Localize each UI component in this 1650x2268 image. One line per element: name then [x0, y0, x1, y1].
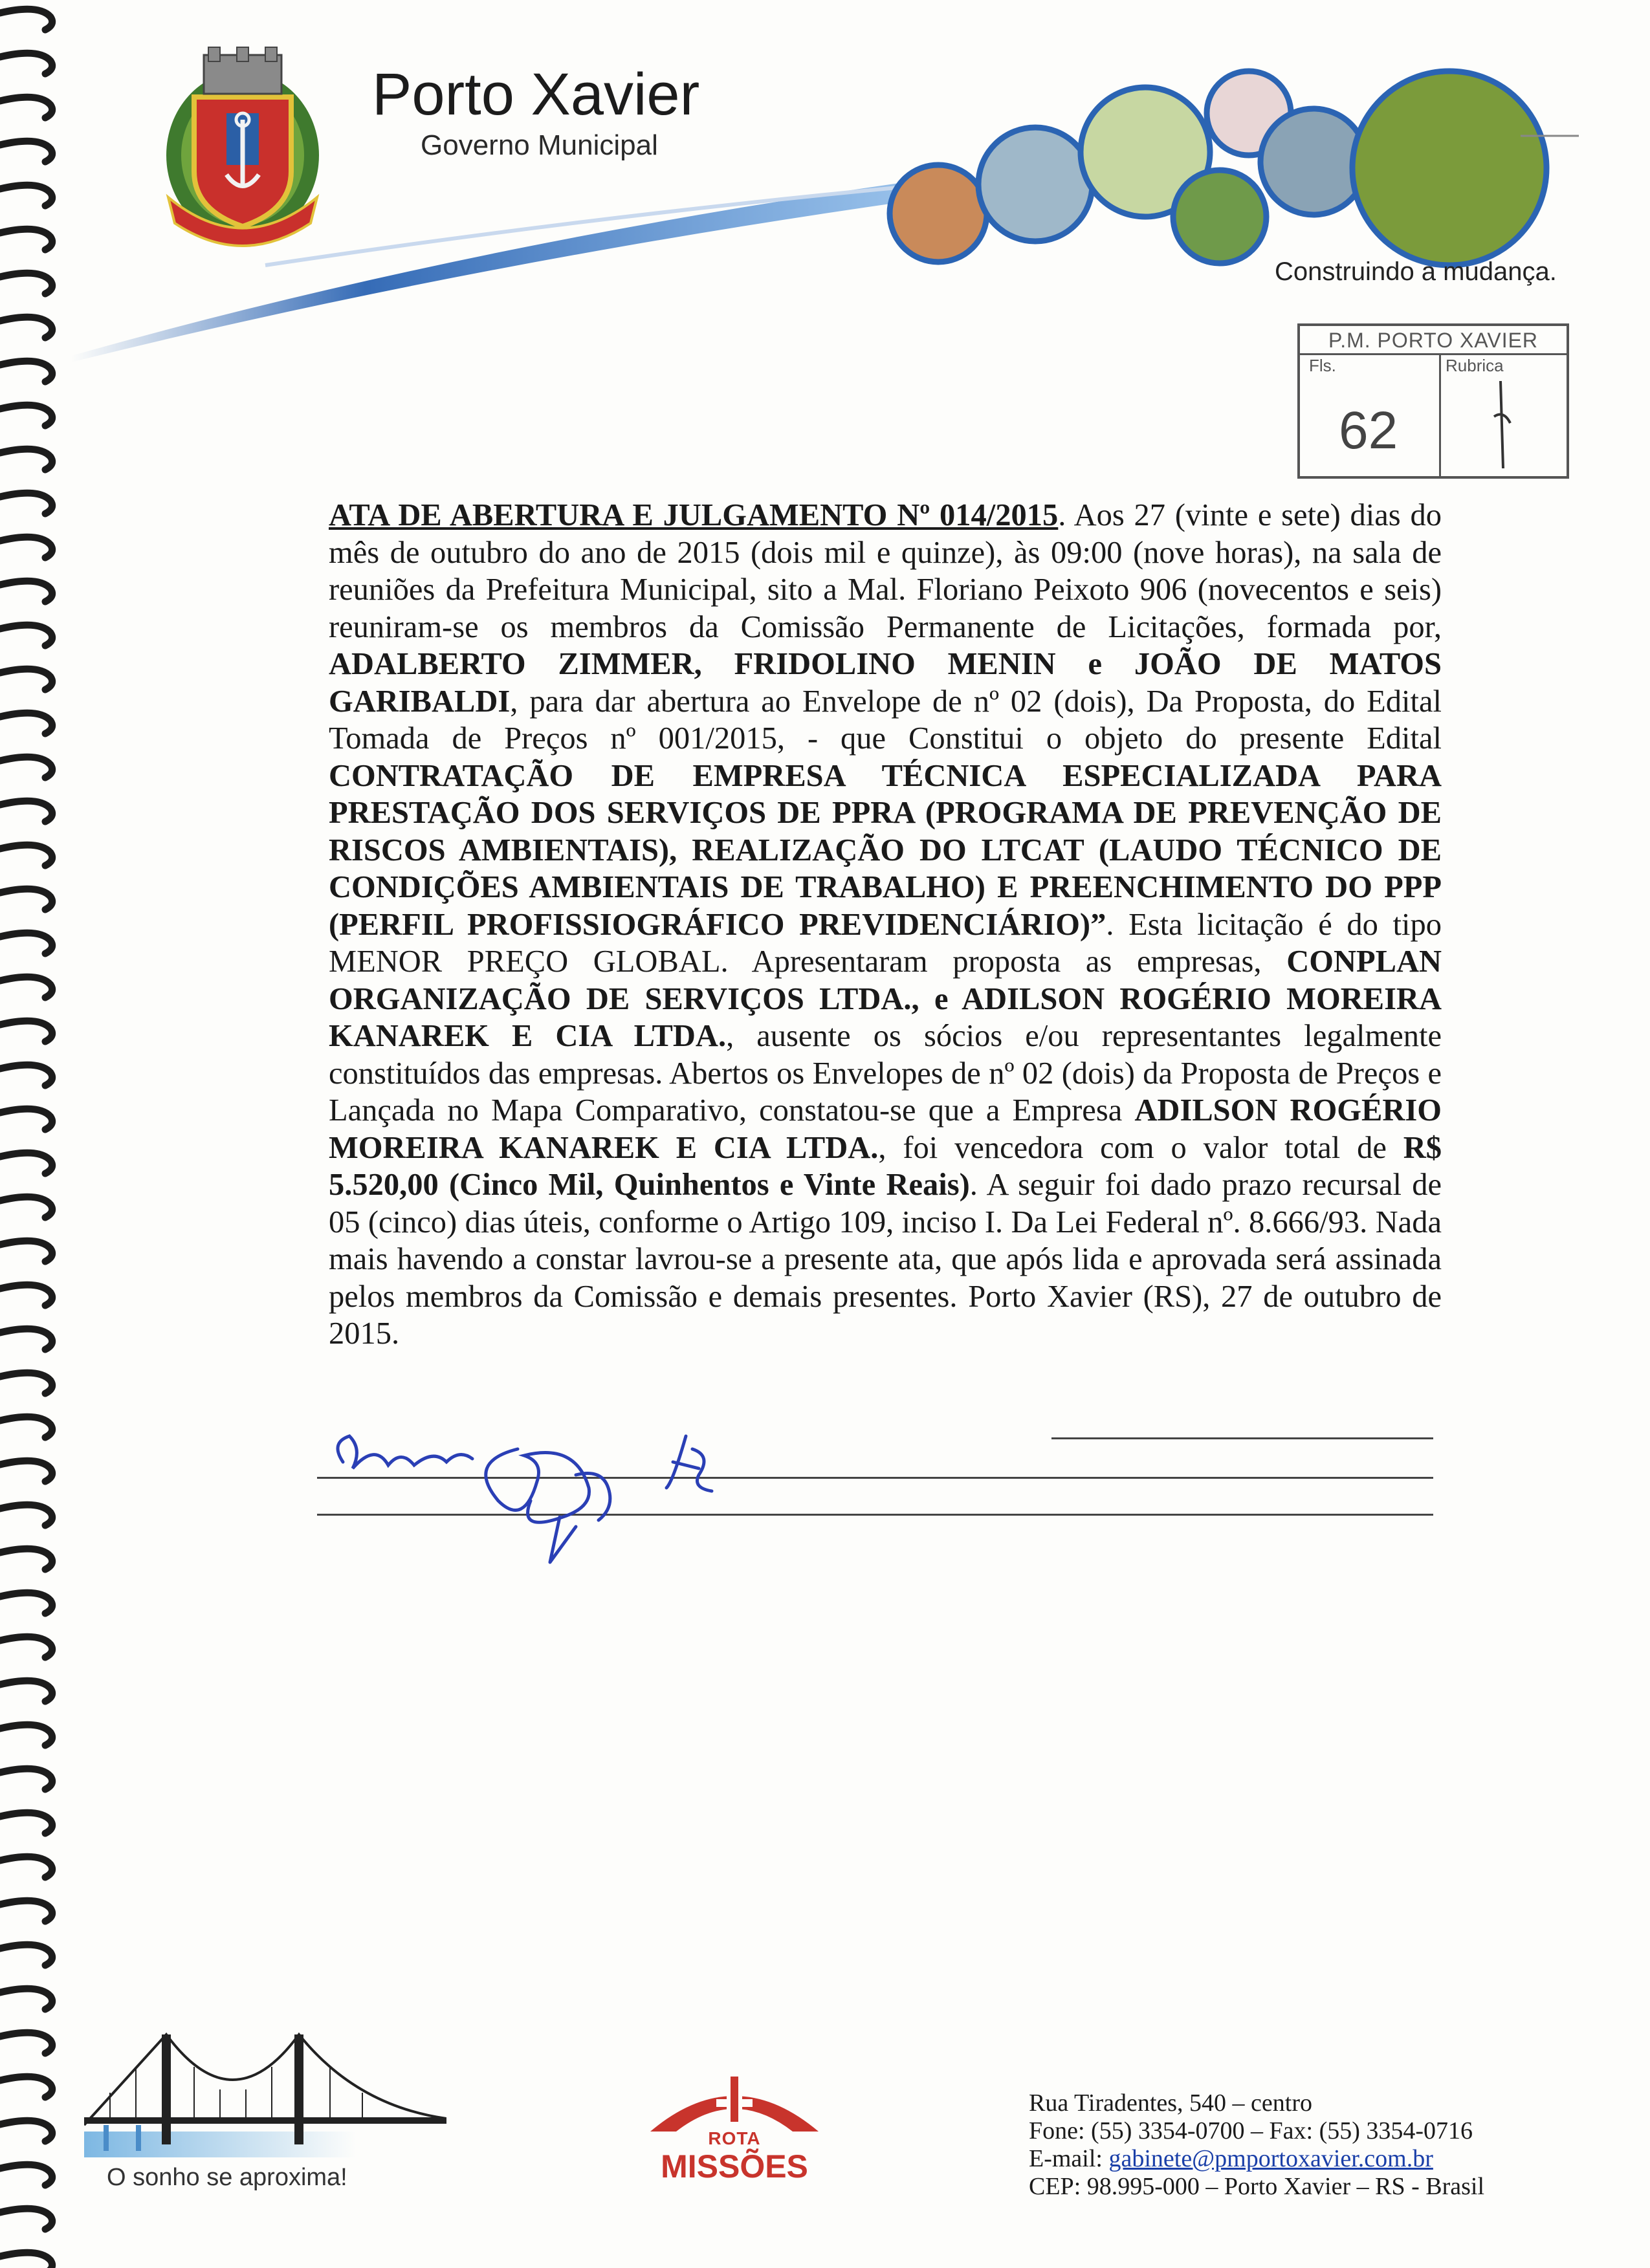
spiral-coil	[0, 1769, 52, 1789]
spiral-coil	[0, 581, 52, 602]
spiral-coil	[0, 229, 52, 250]
winning-company: ADILSON ROGÉRIO MOREIRA KANAREK E CIA LTDA.	[329, 1093, 1442, 1165]
body-text-part: . Esta licitação é do tipo MENOR PREÇO GLOBAL. Apresentaram proposta as empresas,	[329, 907, 1442, 979]
spiral-coil	[0, 713, 52, 734]
spiral-coil	[0, 1989, 52, 2009]
stamp-header: P.M. PORTO XAVIER	[1300, 326, 1567, 355]
spiral-coil	[0, 1021, 52, 1041]
body-text-part: , foi vencedora com o valor total de	[878, 1130, 1403, 1165]
bidding-companies: CONPLAN ORGANIZAÇÃO DE SERVIÇOS LTDA., e ADILSON ROGÉRIO MOREIRA KANAREK E CIA LTDA.	[329, 944, 1442, 1053]
spiral-coil	[0, 977, 52, 998]
spiral-coil	[0, 1373, 52, 1393]
rota-label: ROTA	[708, 2128, 761, 2148]
document-title: ATA DE ABERTURA E JULGAMENTO Nº 014/2015	[329, 498, 1059, 532]
spiral-coil	[0, 801, 52, 822]
spiral-coil	[0, 2033, 52, 2053]
spiral-coil	[0, 1197, 52, 1217]
spiral-coil	[0, 2121, 52, 2141]
spiral-coil	[0, 845, 52, 866]
spiral-coil	[0, 933, 52, 954]
spiral-coil	[0, 1857, 52, 1877]
spiral-coil	[0, 537, 52, 558]
spiral-coil	[0, 1945, 52, 1965]
spiral-coil	[0, 669, 52, 690]
spiral-coil	[0, 361, 52, 382]
stamp-fls-label: Fls.	[1309, 356, 1336, 375]
spiral-coil	[0, 317, 52, 338]
spiral-coil	[0, 1725, 52, 1745]
spiral-coil	[0, 1109, 52, 1129]
spiral-coil	[0, 493, 52, 514]
brand-title: Porto Xavier	[372, 61, 700, 127]
missoes-label: MISSÕES	[661, 2148, 808, 2185]
spiral-coil	[0, 1637, 52, 1657]
spiral-coil	[0, 1549, 52, 1569]
spiral-coil	[0, 1065, 52, 1085]
spiral-coil	[0, 1813, 52, 1833]
spiral-coil	[0, 2164, 52, 2185]
body-text-part: , ausente os sócios e/ou representantes legalmente constituídos das empresas. Abertos os Envelopes de nº 02 (dois) da Proposta de Preços e Lançada no Mapa Comparativo, constatou-se que a Empresa	[329, 1019, 1442, 1128]
spiral-coil	[0, 97, 52, 118]
handwritten-signatures	[304, 1404, 886, 1572]
spiral-coil	[0, 273, 52, 294]
motto: Construindo a mudança.	[1275, 257, 1557, 286]
spiral-coil	[0, 1153, 52, 1173]
winning-value: R$ 5.520,00 (Cinco Mil, Quinhentos e Vinte Reais)	[329, 1130, 1442, 1202]
signature-line	[1051, 1437, 1433, 1439]
bridge-icon	[84, 2028, 446, 2164]
spiral-coil	[0, 1417, 52, 1437]
spiral-coil	[0, 53, 52, 74]
contact-email-link[interactable]: gabinete@pmportoxavier.com.br	[1108, 2145, 1433, 2172]
minutes-body	[329, 497, 1442, 1353]
spiral-coil	[0, 2208, 52, 2229]
header-banner-graphic	[71, 52, 1579, 362]
spiral-coil	[0, 449, 52, 470]
contact-address: Rua Tiradentes, 540 – centro	[1029, 2089, 1313, 2117]
spiral-coil	[0, 185, 52, 206]
committee-members: ADALBERTO ZIMMER, FRIDOLINO MENIN e JOÃO DE MATOS GARIBALDI	[329, 647, 1442, 719]
contact-cep: CEP: 98.995-000 – Porto Xavier – RS - Brasil	[1029, 2173, 1485, 2200]
spiral-coil	[0, 1285, 52, 1305]
spiral-coil	[0, 9, 52, 30]
stamp-divider	[1439, 353, 1441, 479]
photo-circles	[890, 71, 1546, 265]
spiral-coil	[0, 757, 52, 778]
spiral-coil	[0, 1241, 52, 1261]
spiral-coil	[0, 2077, 52, 2097]
spiral-coil	[0, 1681, 52, 1701]
spiral-coil	[0, 1593, 52, 1613]
contact-phone: Fone: (55) 3354-0700 – Fax: (55) 3354-0716	[1029, 2117, 1473, 2144]
contact-block	[1029, 2089, 1484, 2201]
spiral-coil	[0, 1901, 52, 1921]
spiral-coil	[0, 1329, 52, 1349]
contact-email-label: E-mail:	[1029, 2145, 1109, 2172]
spiral-coil	[0, 889, 52, 910]
brand-subtitle: Governo Municipal	[421, 129, 658, 161]
stamp-page-number: 62	[1339, 401, 1398, 460]
body-text-part: . Aos 27 (vinte e sete) dias do mês de outubro do ano de 2015 (dois mil e quinze), às 09:00 (nove horas), na sala de reuniões da Prefeitura Municipal, sito a Mal. Floriano Peixoto 906 (novecentos e seis) reuniram-se os membros da Comissão Permanente de Licitações, formada por,	[329, 498, 1442, 644]
spiral-coil	[0, 1505, 52, 1525]
body-text-part: . A seguir foi dado prazo recursal de 05 (cinco) dias úteis, conforme o Artigo 109, inciso I. Da Lei Federal nº. 8.666/93. Nada mais havendo a constar lavrou-se a presente ata, que após lida e aprovada será assinada pelos membros da Comissão e demais presentes. Porto Xavier (RS), 27 de outubro de 2015.	[329, 1168, 1442, 1351]
rubrica-mark-icon	[1475, 378, 1526, 475]
spiral-coil	[0, 141, 52, 162]
contact-email-row	[1029, 2145, 1484, 2173]
spiral-coil	[0, 1461, 52, 1481]
tender-object: CONTRATAÇÃO DE EMPRESA TÉCNICA ESPECIALIZADA PARA PRESTAÇÃO DOS SERVIÇOS DE PPRA (PROGRAMA DE PREVENÇÃO DE RISCOS AMBIENTAIS), REALIZAÇÃO DO LTCAT (LAUDO TÉCNICO DE CONDIÇÕES AMBIENTAIS DE TRABALHO) E PREENCHIMENTO DO PPP (PERFIL PROFISSIOGRÁFICO PREVIDENCIÁRIO)”	[329, 758, 1442, 942]
spiral-coil	[0, 2252, 52, 2268]
stamp-rubrica-label: Rubrica	[1446, 356, 1504, 375]
spiral-coil	[0, 625, 52, 646]
protocol-stamp	[1297, 323, 1569, 479]
bridge-caption: O sonho se aproxima!	[107, 2164, 347, 2191]
body-text-part: , para dar abertura ao Envelope de nº 02 (dois), Da Proposta, do Edital Tomada de Preços nº 001/2015, - que Constitui o objeto do presente Edital	[329, 684, 1442, 756]
spiral-binding	[0, 0, 71, 2268]
spiral-coil	[0, 405, 52, 426]
